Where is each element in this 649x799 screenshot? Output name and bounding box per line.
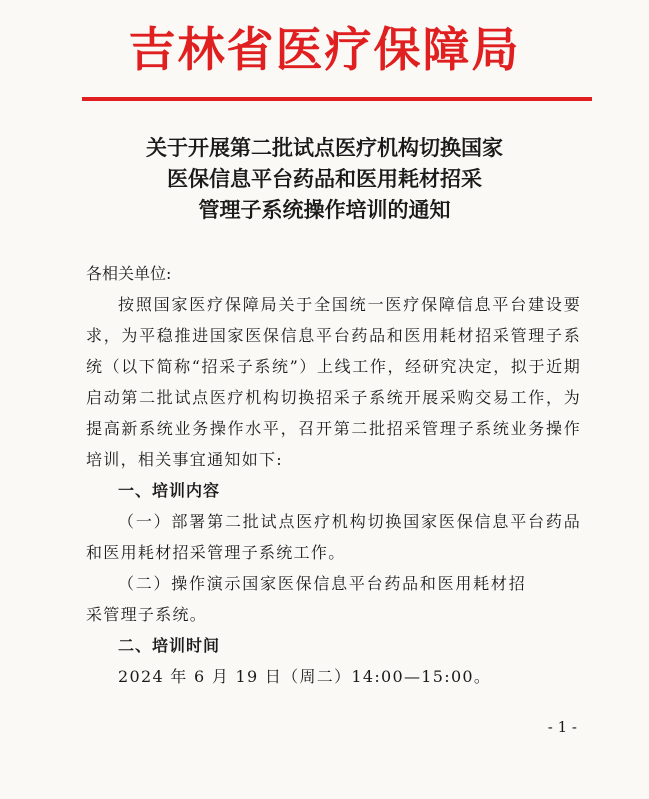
title-line: 关于开展第二批试点医疗机构切换国家 <box>146 135 503 160</box>
content-item-1: （一）部署第二批试点医疗机构切换国家医保信息平台药品和医用耗材招采管理子系统工作。 <box>86 512 581 562</box>
section-heading-training-content: 一、培训内容 <box>118 481 221 500</box>
title-line: 医保信息平台药品和医用耗材招采 <box>167 166 482 191</box>
salutation: 各相关单位: <box>86 264 172 283</box>
training-time: 2024 年 6 月 19 日（周二）14:00—15:00。 <box>118 667 492 686</box>
title-line: 管理子系统操作培训的通知 <box>198 197 451 222</box>
red-header-rule <box>82 97 592 101</box>
issuer-masthead: 吉林省医疗保障局 <box>128 23 521 78</box>
section-heading-training-time: 二、培训时间 <box>118 636 221 655</box>
notice-body <box>86 258 581 692</box>
page-number: - 1 - <box>547 718 577 736</box>
intro-paragraph: 按照国家医疗保障局关于全国统一医疗保障信息平台建设要求，为平稳推进国家医保信息平台药品和医用耗材招采管理子系统（以下简称“招采子系统”）上线工作，经研究决定，拟于近期启动第二批试点医疗机构切换招采子系统开展采购交易工作，为提高新系统业务操作水平，召开第二批招采管理子系统业务操作培训，相关事宜通知如下: <box>86 295 581 469</box>
content-item-2: （二）操作演示国家医保信息平台药品和医用耗材招采管理子系统。 <box>86 574 526 624</box>
notice-title <box>60 132 589 225</box>
